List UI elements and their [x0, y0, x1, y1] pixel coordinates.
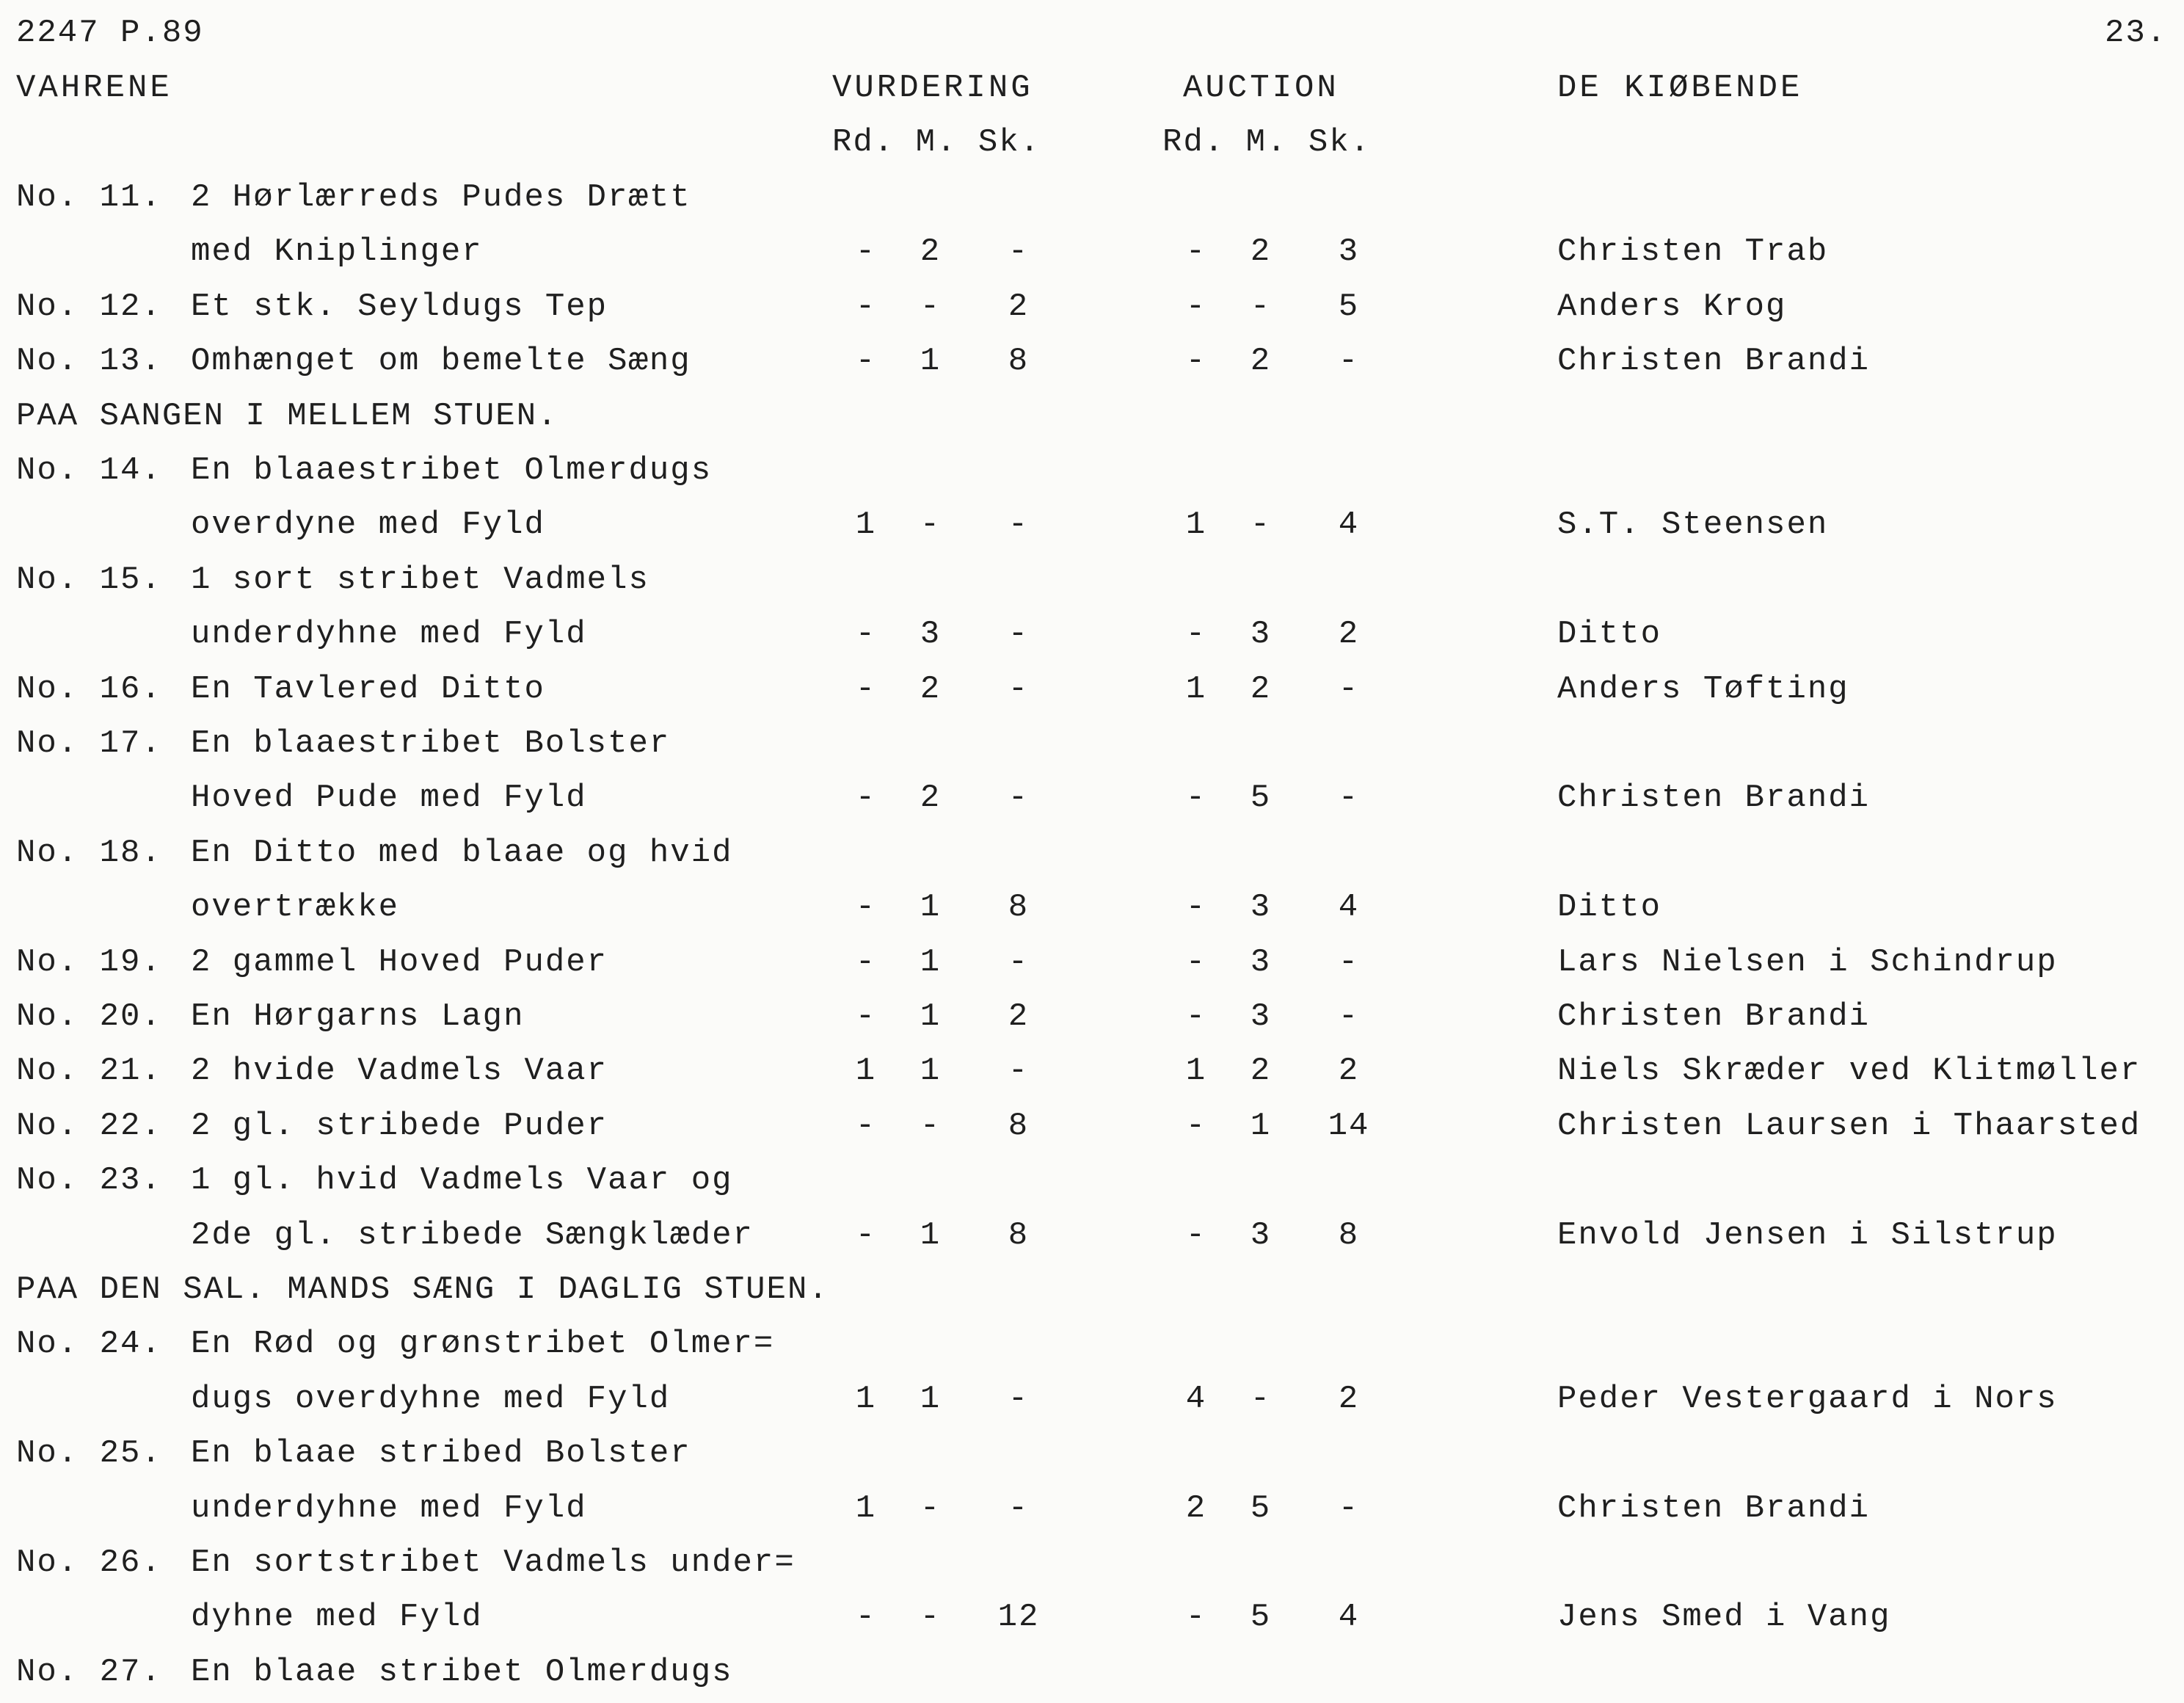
- item-row: [0, 990, 2184, 1044]
- valuation-skilling: -: [1008, 780, 1030, 817]
- item-row: [0, 935, 2184, 990]
- item-number: No. 15.: [16, 561, 162, 598]
- valuation-rigsdaler: -: [855, 1216, 877, 1254]
- auction-rigsdaler: -: [1185, 343, 1207, 380]
- valuation-skilling: 8: [1008, 889, 1030, 926]
- valuation-mark: 2: [920, 780, 942, 817]
- valuation-mark: 1: [920, 343, 942, 380]
- item-row: [0, 1317, 2184, 1371]
- auction-skilling: 8: [1338, 1216, 1360, 1254]
- valuation-skilling: -: [1008, 1489, 1030, 1527]
- item-row: [0, 280, 2184, 334]
- item-description: En blaae stribet Olmerdugs: [191, 1653, 733, 1691]
- auction-skilling: -: [1338, 670, 1360, 708]
- buyer-name: Christen Brandi: [1557, 343, 1871, 380]
- buyer-name: S.T. Steensen: [1557, 506, 1829, 544]
- item-number: No. 24.: [16, 1326, 162, 1363]
- item-row: [0, 1645, 2184, 1699]
- auction-rigsdaler: -: [1185, 233, 1207, 271]
- buyer-name: Ditto: [1557, 889, 1662, 926]
- item-row: [0, 826, 2184, 880]
- valuation-rigsdaler: 1: [855, 1489, 877, 1527]
- item-number: No. 14.: [16, 452, 162, 489]
- auction-mark: 3: [1250, 998, 1272, 1035]
- item-continuation-row: [0, 1590, 2184, 1644]
- auction-header: AUCTION: [1183, 70, 1339, 106]
- buyer-name: Ditto: [1557, 616, 1662, 653]
- auction-mark: -: [1250, 506, 1272, 544]
- item-description: 1 sort stribet Vadmels: [191, 561, 649, 598]
- item-number: No. 18.: [16, 834, 162, 871]
- buyer-name: Christen Trab: [1557, 233, 1829, 271]
- item-number: No. 20.: [16, 998, 162, 1035]
- item-row: [0, 662, 2184, 716]
- auction-rigsdaler: -: [1185, 288, 1207, 325]
- valuation-rigsdaler: 1: [855, 1380, 877, 1417]
- buyer-name: Christen Laursen i Thaarsted: [1557, 1107, 2141, 1144]
- buyer-name: Christen Brandi: [1557, 1489, 1871, 1527]
- auction-mark: 1: [1250, 1107, 1272, 1144]
- item-description: En Hørgarns Lagn: [191, 998, 525, 1035]
- valuation-units: Rd. M. Sk.: [832, 124, 1041, 161]
- auction-mark: 2: [1250, 1053, 1272, 1090]
- auction-mark: -: [1250, 288, 1272, 325]
- valuation-skilling: -: [1008, 1053, 1030, 1090]
- auction-rigsdaler: -: [1185, 998, 1207, 1035]
- auction-rigsdaler: -: [1185, 780, 1207, 817]
- auction-rigsdaler: 4: [1185, 1380, 1207, 1417]
- item-number: No. 17.: [16, 725, 162, 762]
- item-description: En Rød og grønstribet Olmer=: [191, 1326, 775, 1363]
- valuation-rigsdaler: -: [855, 343, 877, 380]
- item-continuation-row: [0, 225, 2184, 279]
- item-number: No. 16.: [16, 670, 162, 708]
- auction-skilling: -: [1338, 943, 1360, 981]
- valuation-mark: 1: [920, 1053, 942, 1090]
- valuation-mark: 2: [920, 670, 942, 708]
- valuation-mark: 1: [920, 998, 942, 1035]
- item-continuation-row: [0, 498, 2184, 552]
- auction-mark: 3: [1250, 889, 1272, 926]
- auction-skilling: 14: [1328, 1107, 1370, 1144]
- currency-subheaders: [0, 115, 2184, 170]
- valuation-rigsdaler: -: [855, 780, 877, 817]
- valuation-mark: 1: [920, 1380, 942, 1417]
- valuation-mark: -: [920, 506, 942, 544]
- items-header: VAHRENE: [16, 70, 172, 106]
- item-description: 2 gl. stribede Puder: [191, 1107, 608, 1144]
- item-row: [0, 1153, 2184, 1208]
- item-description: 2de gl. stribede Sængklæder: [191, 1216, 754, 1254]
- buyer-name: Jens Smed i Vang: [1557, 1599, 1891, 1636]
- item-description: En Tavlered Ditto: [191, 670, 545, 708]
- buyer-name: Anders Krog: [1557, 288, 1787, 325]
- valuation-skilling: 8: [1008, 1107, 1030, 1144]
- item-number: No. 12.: [16, 288, 162, 325]
- auction-skilling: -: [1338, 780, 1360, 817]
- item-description: En blaae stribed Bolster: [191, 1435, 691, 1473]
- item-description: overdyne med Fyld: [191, 506, 545, 544]
- auction-skilling: 3: [1338, 233, 1360, 271]
- item-number: No. 25.: [16, 1435, 162, 1473]
- item-description: En Ditto med blaae og hvid: [191, 834, 733, 871]
- item-number: No. 26.: [16, 1544, 162, 1581]
- item-number: No. 27.: [16, 1653, 162, 1691]
- auction-mark: 5: [1250, 1489, 1272, 1527]
- auction-skilling: 2: [1338, 616, 1360, 653]
- valuation-skilling: 2: [1008, 288, 1030, 325]
- auction-mark: 2: [1250, 233, 1272, 271]
- auction-rigsdaler: -: [1185, 616, 1207, 653]
- buyer-name: Lars Nielsen i Schindrup: [1557, 943, 2058, 981]
- valuation-rigsdaler: -: [855, 616, 877, 653]
- page-number: 23.: [2105, 15, 2168, 51]
- item-description: dyhne med Fyld: [191, 1599, 483, 1636]
- column-headers: [0, 61, 2184, 115]
- auction-mark: -: [1250, 1380, 1272, 1417]
- item-continuation-row: [0, 1481, 2184, 1536]
- item-row: [0, 1536, 2184, 1590]
- auction-skilling: 2: [1338, 1053, 1360, 1090]
- valuation-rigsdaler: -: [855, 943, 877, 981]
- valuation-mark: -: [920, 1489, 942, 1527]
- item-continuation-row: [0, 1372, 2184, 1426]
- item-number: No. 11.: [16, 179, 162, 216]
- auction-skilling: -: [1338, 998, 1360, 1035]
- valuation-mark: -: [920, 1107, 942, 1144]
- valuation-skilling: 8: [1008, 343, 1030, 380]
- section-heading: PAA DEN SAL. MANDS SÆNG I DAGLIG STUEN.: [16, 1271, 829, 1308]
- item-row: [0, 1099, 2184, 1153]
- item-description: Et stk. Seyldugs Tep: [191, 288, 608, 325]
- section-heading-line: [0, 389, 2184, 443]
- item-description: Omhænget om bemelte Sæng: [191, 343, 691, 380]
- auction-rigsdaler: 2: [1185, 1489, 1207, 1527]
- valuation-rigsdaler: -: [855, 998, 877, 1035]
- item-row: [0, 716, 2184, 771]
- item-continuation-row: [0, 880, 2184, 934]
- valuation-skilling: 8: [1008, 1216, 1030, 1254]
- auction-skilling: -: [1338, 343, 1360, 380]
- section-heading: PAA SANGEN I MELLEM STUEN.: [16, 397, 558, 435]
- valuation-rigsdaler: -: [855, 889, 877, 926]
- item-number: No. 23.: [16, 1162, 162, 1199]
- valuation-skilling: -: [1008, 670, 1030, 708]
- valuation-rigsdaler: 1: [855, 1053, 877, 1090]
- auction-mark: 3: [1250, 1216, 1272, 1254]
- valuation-rigsdaler: -: [855, 288, 877, 325]
- valuation-rigsdaler: 1: [855, 506, 877, 544]
- auction-rigsdaler: 1: [1185, 506, 1207, 544]
- valuation-rigsdaler: -: [855, 670, 877, 708]
- item-description: En blaaestribet Olmerdugs: [191, 452, 713, 489]
- valuation-skilling: -: [1008, 616, 1030, 653]
- item-description: En sortstribet Vadmels under=: [191, 1544, 796, 1581]
- item-description: med Kniplinger: [191, 233, 483, 271]
- item-number: No. 13.: [16, 343, 162, 380]
- item-row: [0, 553, 2184, 607]
- valuation-mark: -: [920, 288, 942, 325]
- valuation-mark: 1: [920, 1216, 942, 1254]
- valuation-skilling: -: [1008, 943, 1030, 981]
- valuation-skilling: 2: [1008, 998, 1030, 1035]
- item-number: No. 19.: [16, 943, 162, 981]
- item-row: [0, 443, 2184, 498]
- valuation-rigsdaler: -: [855, 233, 877, 271]
- buyer-name: Christen Brandi: [1557, 998, 1871, 1035]
- auction-rigsdaler: -: [1185, 1107, 1207, 1144]
- auction-mark: 2: [1250, 670, 1272, 708]
- auction-skilling: 5: [1338, 288, 1360, 325]
- auction-mark: 3: [1250, 943, 1272, 981]
- item-row: [0, 1426, 2184, 1481]
- buyers-header: DE KIØBENDE: [1557, 70, 1803, 106]
- valuation-header: VURDERING: [832, 70, 1033, 106]
- valuation-skilling: -: [1008, 233, 1030, 271]
- item-description: En blaaestribet Bolster: [191, 725, 671, 762]
- buyer-name: Peder Vestergaard i Nors: [1557, 1380, 2058, 1417]
- item-description: underdyhne med Fyld: [191, 616, 587, 653]
- item-continuation-row: [0, 607, 2184, 661]
- section-heading-line: [0, 1263, 2184, 1317]
- valuation-skilling: 12: [997, 1599, 1040, 1636]
- valuation-mark: 3: [920, 616, 942, 653]
- page-reference: 2247 P.89: [16, 15, 204, 51]
- valuation-skilling: -: [1008, 506, 1030, 544]
- auction-rigsdaler: -: [1185, 889, 1207, 926]
- auction-rigsdaler: -: [1185, 1599, 1207, 1636]
- buyer-name: Christen Brandi: [1557, 780, 1871, 817]
- page-header-line: [0, 6, 2184, 60]
- auction-units: Rd. M. Sk.: [1162, 124, 1372, 161]
- valuation-rigsdaler: -: [855, 1599, 877, 1636]
- auction-skilling: 4: [1338, 1599, 1360, 1636]
- valuation-mark: 1: [920, 889, 942, 926]
- auction-mark: 5: [1250, 1599, 1272, 1636]
- item-description: 1 gl. hvid Vadmels Vaar og: [191, 1162, 733, 1199]
- auction-rigsdaler: 1: [1185, 670, 1207, 708]
- item-description: underdyhne med Fyld: [191, 1489, 587, 1527]
- item-row: [0, 1044, 2184, 1098]
- auction-rigsdaler: -: [1185, 943, 1207, 981]
- item-continuation-row: [0, 771, 2184, 825]
- auction-mark: 3: [1250, 616, 1272, 653]
- auction-skilling: 4: [1338, 889, 1360, 926]
- valuation-mark: 2: [920, 233, 942, 271]
- valuation-mark: -: [920, 1599, 942, 1636]
- item-continuation-row: [0, 1208, 2184, 1263]
- item-description: dugs overdyhne med Fyld: [191, 1380, 671, 1417]
- item-number: No. 21.: [16, 1053, 162, 1090]
- auction-mark: 2: [1250, 343, 1272, 380]
- auction-rigsdaler: -: [1185, 1216, 1207, 1254]
- item-description: 2 hvide Vadmels Vaar: [191, 1053, 608, 1090]
- auction-skilling: 4: [1338, 506, 1360, 544]
- item-row: [0, 170, 2184, 225]
- auction-mark: 5: [1250, 780, 1272, 817]
- item-description: overtrække: [191, 889, 400, 926]
- item-description: 2 gammel Hoved Puder: [191, 943, 608, 981]
- buyer-name: Niels Skræder ved Klitmøller: [1557, 1053, 2141, 1090]
- item-number: No. 22.: [16, 1107, 162, 1144]
- valuation-skilling: -: [1008, 1380, 1030, 1417]
- auction-rigsdaler: 1: [1185, 1053, 1207, 1090]
- auction-skilling: -: [1338, 1489, 1360, 1527]
- item-row: [0, 334, 2184, 388]
- valuation-mark: 1: [920, 943, 942, 981]
- item-description: 2 Hørlærreds Pudes Drætt: [191, 179, 691, 216]
- item-description: Hoved Pude med Fyld: [191, 780, 587, 817]
- valuation-rigsdaler: -: [855, 1107, 877, 1144]
- buyer-name: Anders Tøfting: [1557, 670, 1849, 708]
- buyer-name: Envold Jensen i Silstrup: [1557, 1216, 2058, 1254]
- auction-skilling: 2: [1338, 1380, 1360, 1417]
